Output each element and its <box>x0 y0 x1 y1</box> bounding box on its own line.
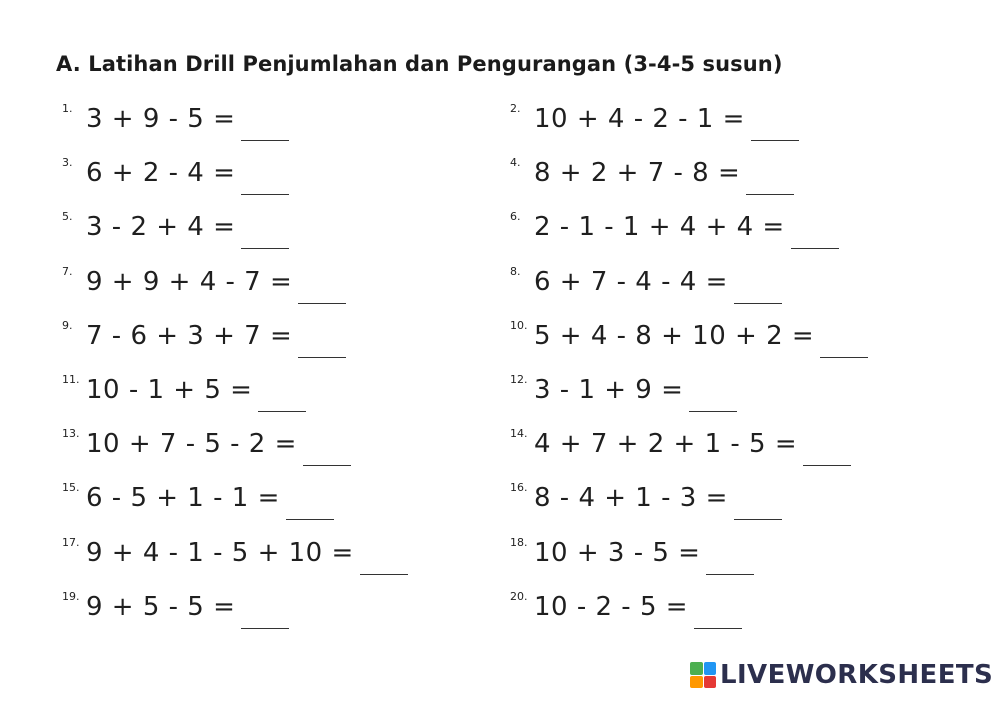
problem-number: 20. <box>510 589 528 603</box>
answer-blank[interactable] <box>360 573 408 575</box>
problem-expression <box>534 104 799 141</box>
problem-number: 10. <box>510 318 528 332</box>
expression-text: 8 + 2 + 7 - 8 = <box>534 158 741 189</box>
problem-expression <box>86 592 289 629</box>
answer-blank[interactable] <box>241 139 289 141</box>
problem-expression <box>86 483 334 520</box>
problem-number: 6. <box>510 210 521 224</box>
problem-number: 11. <box>62 372 80 386</box>
problem-number: 7. <box>62 264 73 278</box>
logo-tile-v <box>690 676 703 689</box>
expression-text: 4 + 7 + 2 + 1 - 5 = <box>534 429 798 460</box>
expression-text: 7 - 6 + 3 + 7 = <box>86 320 293 351</box>
answer-blank[interactable] <box>803 464 851 466</box>
problem-expression <box>534 158 794 195</box>
problem-number: 18. <box>510 535 528 549</box>
answer-blank[interactable] <box>298 302 346 304</box>
logo-tile-i <box>704 662 717 675</box>
expression-text: 9 + 5 - 5 = <box>86 591 236 622</box>
answer-blank[interactable] <box>303 464 351 466</box>
answer-blank[interactable] <box>751 139 799 141</box>
answer-blank[interactable] <box>241 247 289 249</box>
expression-text: 6 - 5 + 1 - 1 = <box>86 483 280 514</box>
expression-text: 9 + 9 + 4 - 7 = <box>86 266 293 297</box>
problem-expression <box>534 429 851 466</box>
answer-blank[interactable] <box>694 627 742 629</box>
problem-expression <box>86 429 351 466</box>
expression-text: 2 - 1 - 1 + 4 + 4 = <box>534 212 785 243</box>
expression-text: 8 - 4 + 1 - 3 = <box>534 483 728 514</box>
answer-blank[interactable] <box>298 356 346 358</box>
logo-tile-e <box>704 676 717 689</box>
answer-blank[interactable] <box>689 410 737 412</box>
expression-text: 6 + 2 - 4 = <box>86 158 236 189</box>
answer-blank[interactable] <box>734 302 782 304</box>
problem-number: 12. <box>510 372 528 386</box>
problem-expression <box>86 212 289 249</box>
expression-text: 10 + 4 - 2 - 1 = <box>534 104 745 134</box>
expression-text: 6 + 7 - 4 - 4 = <box>534 266 728 297</box>
brand-name: LIVEWORKSHEETS <box>720 660 994 690</box>
expression-text: 10 + 3 - 5 = <box>534 537 701 568</box>
problem-number: 3. <box>62 156 73 170</box>
problem-number: 17. <box>62 535 80 549</box>
expression-text: 10 - 2 - 5 = <box>534 591 689 622</box>
liveworksheets-brand <box>690 660 993 690</box>
problem-number: 4. <box>510 156 521 170</box>
problem-number: 13. <box>62 427 80 441</box>
expression-text: 5 + 4 - 8 + 10 + 2 = <box>534 320 815 351</box>
problem-number: 19. <box>62 589 80 603</box>
expression-text: 10 + 7 - 5 - 2 = <box>86 429 297 460</box>
worksheet-title: A. Latihan Drill Penjumlahan dan Pengurangan (3-4-5 susun) <box>56 52 783 76</box>
expression-text: 3 - 1 + 9 = <box>534 374 684 405</box>
problem-number: 5. <box>62 210 73 224</box>
problem-number: 14. <box>510 427 528 441</box>
problem-expression <box>534 212 839 249</box>
problem-expression <box>534 267 782 304</box>
problem-expression <box>86 267 346 304</box>
answer-blank[interactable] <box>746 193 794 195</box>
problem-expression <box>534 592 742 629</box>
problem-expression <box>534 375 737 412</box>
answer-blank[interactable] <box>286 518 334 520</box>
problem-number: 9. <box>62 318 73 332</box>
answer-blank[interactable] <box>734 518 782 520</box>
problem-expression <box>86 158 289 195</box>
problem-number: 2. <box>510 102 521 115</box>
answer-blank[interactable] <box>706 573 754 575</box>
problem-expression <box>534 483 782 520</box>
expression-text: 10 - 1 + 5 = <box>86 374 253 405</box>
problem-expression <box>86 538 408 575</box>
expression-text: 3 - 2 + 4 = <box>86 212 236 243</box>
problem-expression <box>534 321 868 358</box>
problem-number: 16. <box>510 481 528 495</box>
problem-number: 8. <box>510 264 521 278</box>
logo-tile-l <box>690 662 703 675</box>
answer-blank[interactable] <box>820 356 868 358</box>
problem-expression <box>534 538 754 575</box>
answer-blank[interactable] <box>241 627 289 629</box>
liveworksheets-logo-icon <box>690 662 716 688</box>
answer-blank[interactable] <box>791 247 839 249</box>
problem-expression <box>86 375 306 412</box>
expression-text: 9 + 4 - 1 - 5 + 10 = <box>86 537 354 568</box>
answer-blank[interactable] <box>258 410 306 412</box>
expression-text: 3 + 9 - 5 = <box>86 104 236 134</box>
problem-expression <box>86 104 289 141</box>
problem-number: 1. <box>62 102 73 115</box>
problem-expression <box>86 321 346 358</box>
problem-number: 15. <box>62 481 80 495</box>
answer-blank[interactable] <box>241 193 289 195</box>
